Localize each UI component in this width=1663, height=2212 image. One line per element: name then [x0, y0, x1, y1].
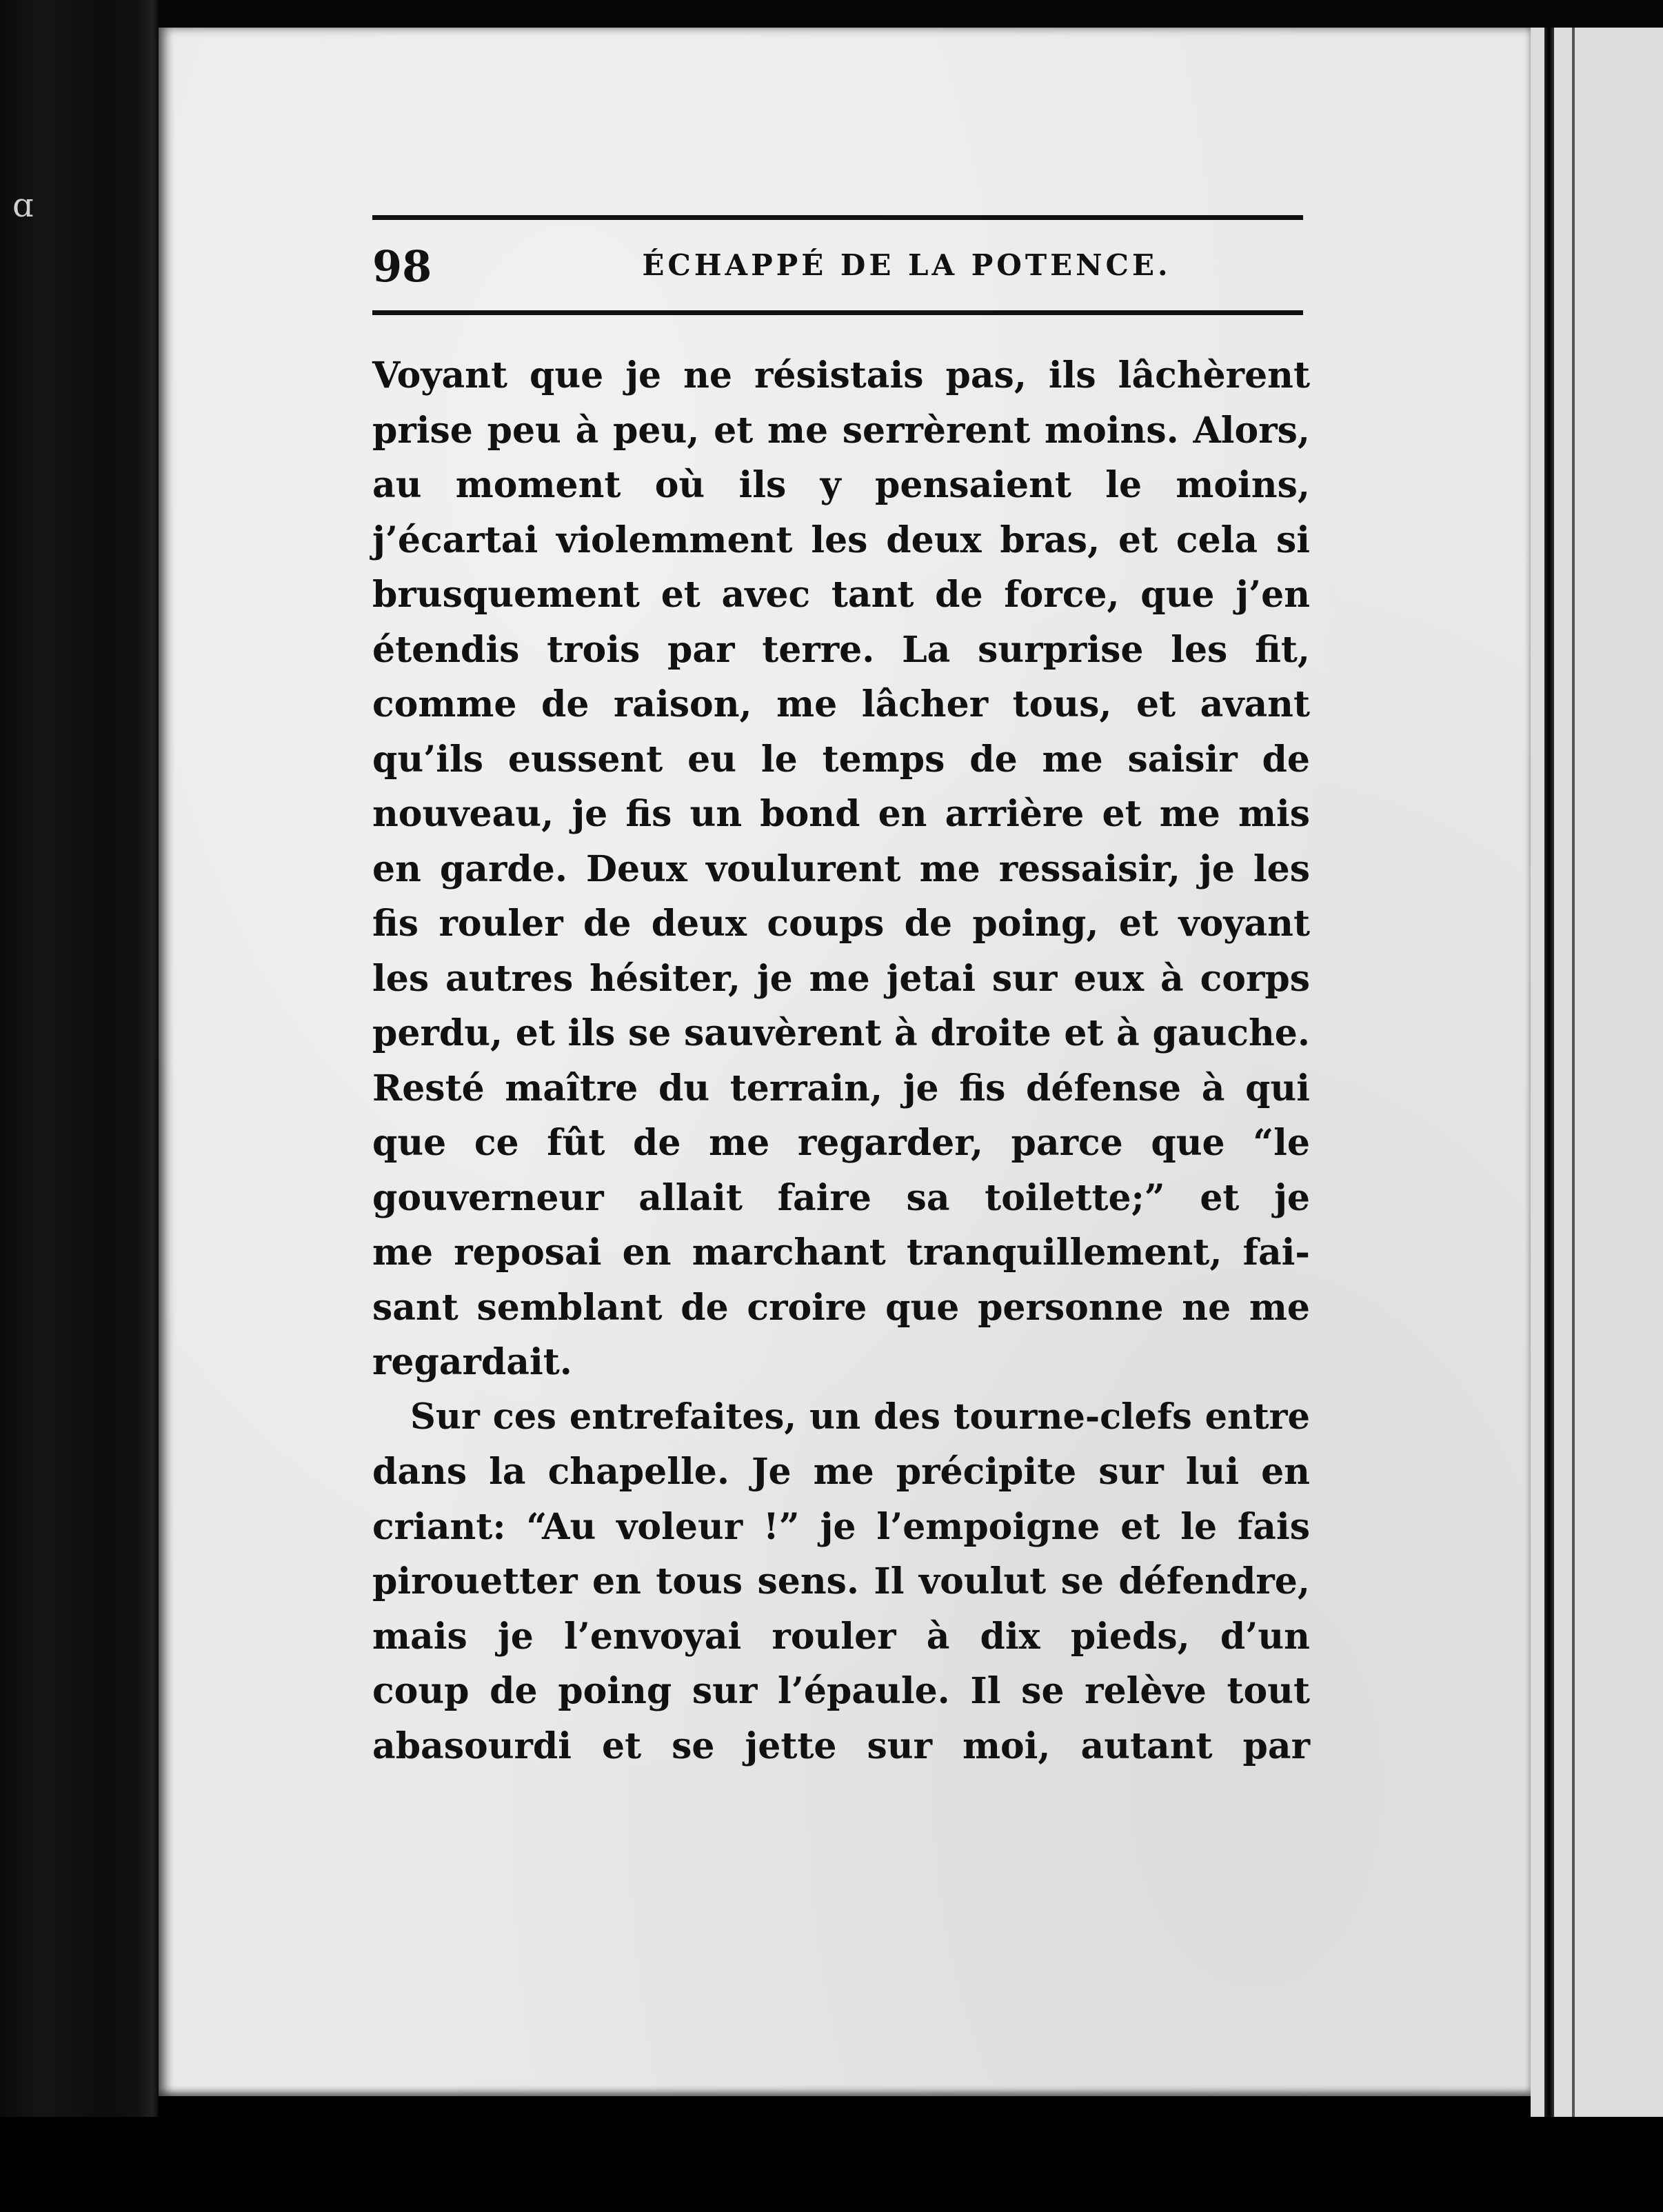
paragraph-start-line: Sur ces entrefaites, un des tourne-clefs entre: [410, 1396, 1310, 1438]
text-line: fis rouler de deux coups de poing, et voyant: [372, 903, 1310, 945]
text-line: sant semblant de croire que personne ne me: [372, 1286, 1310, 1329]
paragraph-end-line: regardait.: [372, 1341, 572, 1383]
text-line: pirouetter en tous sens. Il voulut se défendre,: [372, 1560, 1310, 1602]
page-number: 98: [372, 241, 432, 292]
text-line: Voyant que je ne résistais pas, ils lâchèrent: [372, 354, 1310, 396]
text-line: que ce fût de me regarder, parce que “le: [372, 1122, 1310, 1164]
text-line: au moment où ils y pensaient le moins,: [372, 464, 1310, 506]
text-line: étendis trois par terre. La surprise les fit,: [372, 628, 1310, 671]
next-leaf-rule-thin: [1572, 28, 1575, 2117]
header-rule-top: [372, 215, 1303, 220]
text-line: brusquement et avec tant de force, que j’en: [372, 574, 1310, 616]
spine-mark: ɑ: [12, 186, 34, 225]
body-text: [372, 348, 1310, 1773]
text-line: prise peu à peu, et me serrèrent moins. Alors,: [372, 409, 1310, 452]
text-line: me reposai en marchant tranquillement, fai-: [372, 1231, 1310, 1274]
text-line: gouverneur allait faire sa toilette;” et je: [372, 1176, 1310, 1219]
text-line: j’écartai violemment les deux bras, et cela si: [372, 519, 1310, 561]
running-header: [372, 241, 1303, 296]
next-leaf-rule: [1544, 28, 1554, 2117]
text-line: criant: “Au voleur !” je l’empoigne et le fais: [372, 1505, 1310, 1548]
text-line: les autres hésiter, je me jetai sur eux à corps: [372, 957, 1310, 1000]
text-line: qu’ils eussent eu le temps de me saisir de: [372, 738, 1310, 781]
text-line: mais je l’envoyai rouler à dix pieds, d’un: [372, 1615, 1310, 1658]
header-rule-bottom: [372, 310, 1303, 315]
text-line: perdu, et ils se sauvèrent à droite et à gauche.: [372, 1012, 1310, 1054]
scan-bottom-border: [0, 2117, 1663, 2212]
text-line: abasourdi et se jette sur moi, autant par: [372, 1725, 1310, 1767]
text-line: dans la chapelle. Je me précipite sur lui en: [372, 1451, 1310, 1493]
text-line: coup de poing sur l’épaule. Il se relève tout: [372, 1670, 1310, 1712]
scan-top-border: [0, 0, 1663, 28]
text-line: comme de raison, me lâcher tous, et avant: [372, 683, 1310, 725]
text-line: en garde. Deux voulurent me ressaisir, je les: [372, 847, 1310, 890]
running-title: ÉCHAPPÉ DE LA POTENCE.: [642, 248, 1171, 282]
text-line: Resté maître du terrain, je fis défense à qui: [372, 1067, 1310, 1109]
text-line: nouveau, je fis un bond en arrière et me mis: [372, 793, 1310, 835]
book-spine: [0, 0, 159, 2212]
